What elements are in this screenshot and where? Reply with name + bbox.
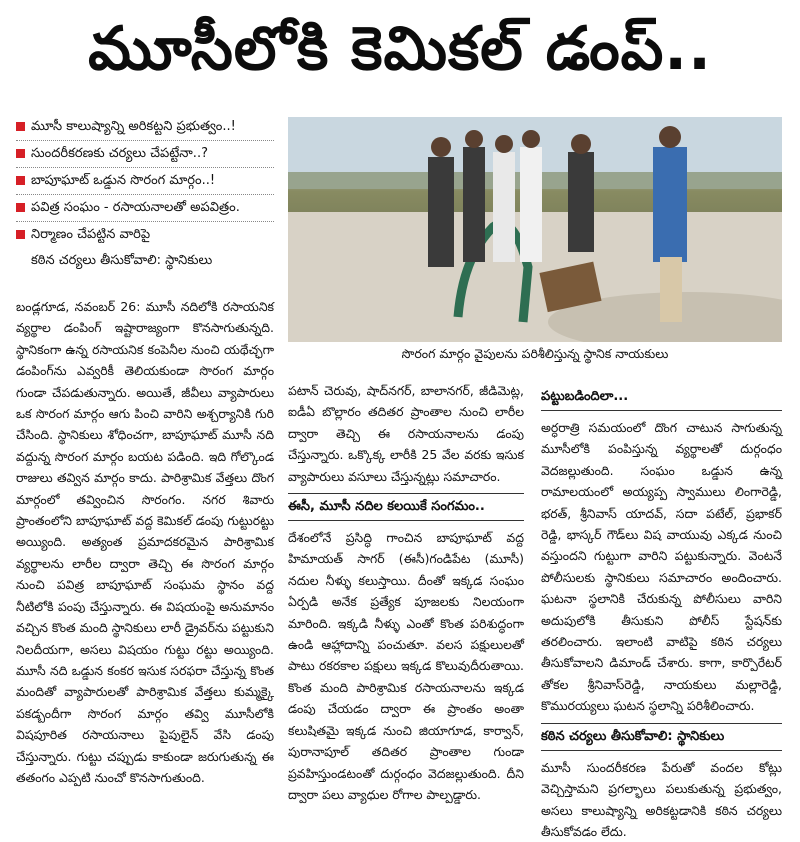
article-body: దేశంలోనే ప్రసిద్ధి గాంచిన బాపూఘాట్ వద్ద హిమాయత్ సాగర్ (ఈసీ)గండిపేట (మూసీ) నదుల నీళ్ళు కలుస్తాయి. దీంతో ఇక్కడ సంఘం ఏర్పడి అనేక ప్రత్యేక పూజలకు నిలయంగా మారింది. ఇక్కడి నీళ్ళు ఎంతో కొంత పరిశుద్ధంగా ఉండి ఆహ్లాదాన్ని పంచుతూ. వలస పక్షులులతో పాటు రకరకాల పక్షులు ఇక్కడ కొలువుదీరుతాయి. కొంత మంది పారిశ్రామిక రసాయనాలను ఇక్కడ డంపు చేయడం ద్వారా ఈ ప్రాంతం అంతా కలుషితమై ఇక్కడ నుంచి జియాగూడ, కార్వాన్, పురానాపూల్ తదితర ప్రాంతాల గుండా ప్రవహిస్తుండటంతో దుర్గంధం వెదజల్లుతుంది. దీని ద్వారా పలు వ్యాధుల రోగాల పాల్పడ్డారు. [288, 530, 524, 802]
photo-scene-illustration [288, 117, 782, 342]
article-column-1 [16, 296, 274, 788]
article-body: మూసీ సుందరీకరణ పేరుతో వందల కోట్లు వెచ్చిస్తామని ప్రగల్భాలు పలుకుతున్న ప్రభుత్వం, అసలు కాలుష్యాన్ని అరికట్టడానికి కఠిన చర్యలు తీసుకోవడం లేదు. [541, 759, 782, 839]
article-column-3 [541, 384, 782, 842]
highlights-box [16, 114, 274, 269]
headline: మూసీలోకి కెమికల్ డంప్.. [88, 14, 712, 84]
highlight-item [16, 222, 274, 248]
highlight-item [16, 114, 274, 141]
article-column-2 [288, 380, 524, 805]
photo-caption: సొరంగ మార్గం వైపులను పరిశీలిస్తున్న స్థానిక నాయకులు [401, 346, 669, 361]
highlight-text: పవిత్ర సంఘం - రసాయనాలతో అపవిత్రం. [31, 200, 240, 215]
highlight-item [16, 141, 274, 168]
highlight-text: బాపూఘాట్ ఒడ్డున సొరంగ మార్గం..! [31, 173, 216, 188]
news-photo [288, 117, 782, 342]
highlight-continuation: కఠిన చర్యలు తీసుకోవాలి: స్థానికులు [31, 253, 213, 268]
red-square-bullet-icon [16, 176, 25, 185]
highlight-item [16, 195, 274, 222]
article-body: అర్ధరాత్రి సమయంలో దొంగ చాటున సాగుతున్న మూసీలోకి పంపిస్తున్న వ్యర్థాలతో దుర్గంధం వెదజల్లుతుంది. సంఘం ఒడ్డున ఉన్న రామాలయంలో అయ్యప్ప స్వాములు లింగారెడ్డి, భరత్, శ్రీనివాస్ యాదవ్, సదా పటేల్, ప్రభాకర్ రెడ్డి, భాస్కర్ గౌడ్‌లు విష వాయువు ఎక్కడ నుంచి వస్తుందని గుట్టుగా వారిని పట్టుకున్నారు. వెంటనే పోలీసులకు స్థానికులు సమాచారం అందించారు. ఘటనా స్థలానికి చేరుకున్న పోలీసులు వారిని అదుపులోకి తీసుకుని పోలీస్ స్టేషన్‌కు తరలించారు. ఇలాంటి వాటిపై కఠిన చర్యలు తీసుకోవాలని డిమాండ్ చేశారు. కాగా, కార్పొరేటర్ తోకల శ్రీనివాస్‌రెడ్డి, నాయకులు మల్లారెడ్డి, కొమురయ్యలు ఘటన స్థలాన్ని పరిశీలించారు. [541, 420, 782, 714]
subheading: కఠిన చర్యలు తీసుకోవాలి: స్థానికులు [541, 723, 782, 751]
red-square-bullet-icon [16, 203, 25, 212]
highlight-text: నిర్మాణం చేపట్టిన వారిపై [31, 227, 151, 242]
article-body: పటాన్ చెరువు, షాద్‌నగర్, బాలానగర్, జీడిమెట్ల, ఐడీఏ బొల్లారం తదితర ప్రాంతాల నుంచి లారీల ద్వారా తెచ్చి ఈ రసాయనాలను డంపు చేస్తున్నారు. ఒక్కొక్క లారీకి 25 వేల వరకు ఇసుక వ్యాపారులు వసూలు చేస్తున్నట్లు సమాచారం. [288, 383, 524, 484]
red-square-bullet-icon [16, 122, 25, 131]
highlight-text: మూసీ కాలుష్యాన్ని అరికట్టని ప్రభుత్వం..! [31, 119, 236, 134]
article-body: బండ్లగూడ, నవంబర్ 26: మూసీ నదిలోకి రసాయనిక వ్యర్థాల డంపింగ్ ఇష్టారాజ్యంగా కొనసాగుతున్నది. స్థానికంగా ఉన్న రసాయనిక కంపెనీల నుంచి యథేచ్ఛగా డంపింగ్‌ను ఎవ్వరికీ తెలియకుండా సొరంగ మార్గం గుండా చేపడుతున్నారు. అయితే, జీవీలు వ్యాపారులు ఒక సొరంగ మార్గం ఆగు పించి వారిని అశ్చర్యానికి గురి చేసింది. స్థానికులు శోధించగా, బాపూఘాట్ మూసీ నది వద్దున్న సొరంగ మార్గం బయట పడింది. ఇది గోల్కొండ రాజులు తవ్విన మార్గం కాదు. పారిశ్రామిక వేత్తలు దొంగ మార్గంలో తవ్వించిన సొరంగం. నగర శివారు ప్రాంతంలోని బాపూఘాట్ వద్ద కెమికల్ డంపు గుట్టురట్టు అయ్యింది. అత్యంత ప్రమాదకరమైన పారిశ్రామిక వ్యర్థాలను లారీల ద్వారా తెచ్చి ఈ సొరంగ మార్గం నుంచి పవిత్ర బాపూఘాట్ సంఘమ స్థానం వద్ద నీటిలోకి పంపు చేస్తున్నారు. ఈ విషయంపై అనుమానం వచ్చిన కొంత మంది స్థానికులు లారీ డ్రైవర్‌ను పట్టుకుని నిలదీయగా, అసలు విషయం గుట్టు రట్టు అయ్యింది. మూసీ నది ఒడ్డున కంకర ఇసుక సరఫరా చేస్తున్న కొంత మందితో వ్యాపారులతో పారిశ్రామిక వేత్తలు కుమ్మక్కై పకడ్బందీగా సొరంగ మార్గం తవ్వి మూసీలోకి విషపూరిత రసాయనాలు పైపులైన్ వేసి డంపు చేస్తున్నారు. గుట్టు చప్పుడు కాకుండా జరుగుతున్న ఈ తతంగం ఎప్పటి నుంచో కొనసాగుతుంది. [16, 299, 274, 785]
subheading: పట్టుబడిందిలా... [541, 384, 782, 411]
red-square-bullet-icon [16, 149, 25, 158]
red-square-bullet-icon [16, 230, 25, 239]
highlight-item [16, 168, 274, 195]
subheading: ఈసీ, మూసీ నదిల కలయికే సంగమం.. [288, 493, 524, 521]
highlight-text: సుందరీకరణకు చర్యలు చేపట్టేనా..? [31, 146, 208, 161]
